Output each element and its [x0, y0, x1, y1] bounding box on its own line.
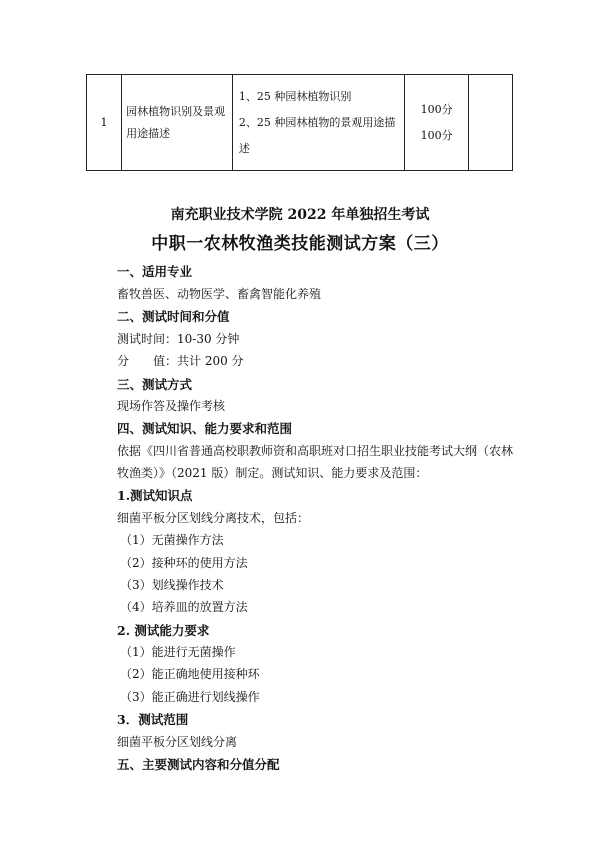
- body-text: 现场作答及操作考核: [117, 399, 226, 413]
- item-name-cell: [122, 75, 233, 171]
- score-1: 100分: [420, 102, 453, 116]
- remarks-cell: [469, 75, 513, 171]
- body-text: 测试时间：10-30 分钟: [117, 332, 240, 346]
- document-subtitle: 中职一农林牧渔类技能测试方案（三）: [151, 234, 449, 254]
- score-table: [86, 74, 513, 171]
- table-row: [87, 75, 513, 171]
- score-2: 100分: [420, 128, 453, 142]
- section-heading-4: 四、测试知识、能力要求和范围: [117, 421, 293, 436]
- body-text: 畜牧兽医、动物医学、畜禽智能化养殖: [117, 287, 322, 301]
- section-heading-5: 五、主要测试内容和分值分配: [117, 757, 280, 772]
- item-name-line-1: 园林植物识别及景观: [126, 104, 226, 118]
- subsection-heading-2: 2. 测试能力要求: [117, 623, 210, 638]
- list-item: （4）培养皿的放置方法: [120, 600, 248, 614]
- subsection-heading-3: 3．测试范围: [117, 712, 189, 727]
- list-item: （1）能进行无菌操作: [120, 645, 236, 659]
- body-text: 分 值：共计 200 分: [117, 354, 244, 368]
- content-cell: [232, 75, 404, 171]
- section-heading-2: 二、测试时间和分值: [117, 309, 230, 324]
- subsection-heading-1: 1.测试知识点: [117, 488, 193, 503]
- list-item: （3）划线操作技术: [120, 578, 224, 592]
- list-item: （1）无菌操作方法: [120, 533, 224, 547]
- section-heading-3: 三、测试方式: [117, 377, 193, 392]
- item-name-line-2: 用途描述: [126, 126, 171, 140]
- section-heading-1: 一、适用专业: [117, 264, 193, 279]
- content-line-2: 2、25 种园林植物的景观用途描述: [238, 115, 396, 155]
- list-item: （3）能正确进行划线操作: [120, 690, 260, 704]
- body-text: 细菌平板分区划线分离技术，包括：: [117, 511, 310, 525]
- score-cell: [404, 75, 469, 171]
- list-item: （2）接种环的使用方法: [120, 556, 248, 570]
- row-number: 1: [87, 75, 122, 171]
- body-text: 细菌平板分区划线分离: [117, 735, 238, 749]
- document-title: 南充职业技术学院 2022 年单独招生考试: [170, 207, 430, 223]
- body-text: 依据《四川省普通高校职教师资和高职班对口招生职业技能考试大纲（农林: [117, 444, 514, 458]
- list-item: （2）能正确地使用接种环: [120, 667, 260, 681]
- body-text: 牧渔类）》（2021 版）制定。测试知识、能力要求及范围：: [117, 466, 428, 480]
- content-line-1: 1、25 种园林植物识别: [238, 89, 352, 103]
